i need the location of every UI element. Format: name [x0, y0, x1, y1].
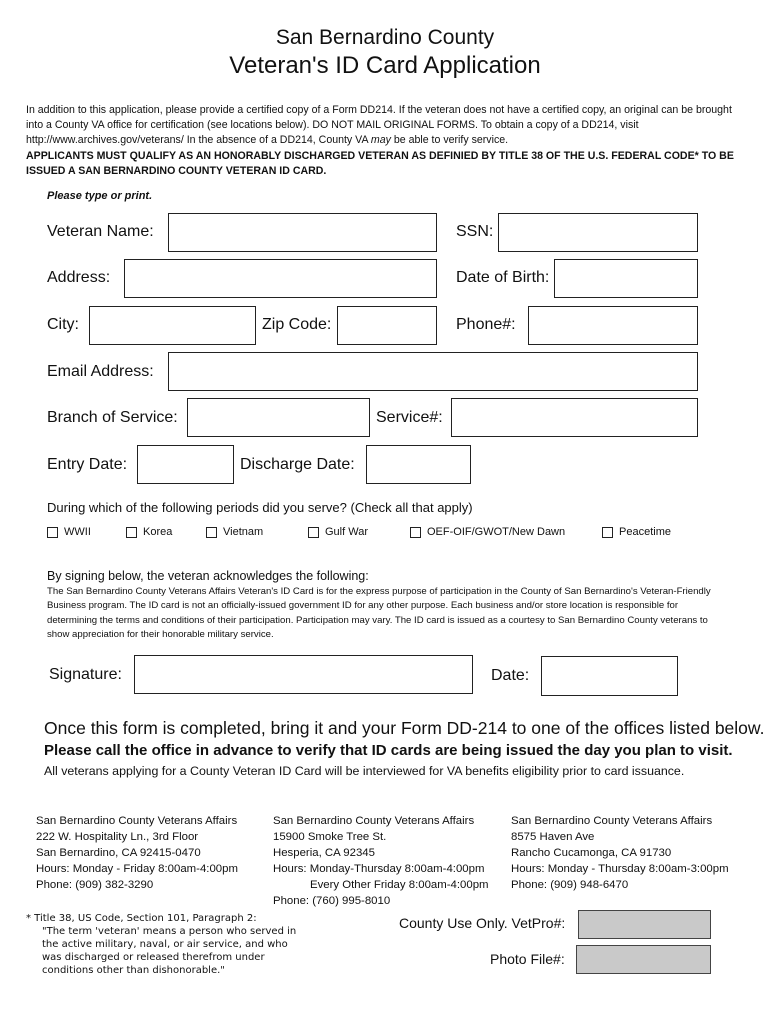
- office-name: San Bernardino County Veterans Affairs: [511, 815, 713, 827]
- period-option-peacetime[interactable]: [602, 526, 671, 538]
- period-label: Korea: [143, 526, 173, 538]
- dob-field[interactable]: [554, 259, 698, 298]
- footnote-line: was discharged or released therefrom under: [42, 952, 265, 963]
- office-phone: Phone: (909) 382-3290: [36, 879, 154, 891]
- signature-date-label: Date:: [491, 667, 530, 684]
- photo-file-label: Photo File#:: [490, 951, 565, 967]
- signature-date-field[interactable]: [541, 656, 678, 696]
- address-label: Address:: [47, 269, 111, 286]
- office-san-bernardino: [36, 813, 238, 893]
- intro-may: may: [370, 134, 391, 147]
- checkbox[interactable]: [410, 527, 421, 538]
- county-title: San Bernardino County: [275, 26, 495, 49]
- branch-field[interactable]: [187, 398, 370, 437]
- checkbox[interactable]: [47, 527, 58, 538]
- branch-label: Branch of Service:: [47, 409, 178, 426]
- closing-call-ahead: Please call the office in advance to verify that ID cards are being issued the day you plan to visit.: [44, 742, 733, 759]
- closing-instruction: Once this form is completed, bring it and your Form DD-214 to one of the offices listed below.: [44, 718, 765, 738]
- period-label: Peacetime: [619, 526, 671, 538]
- footnote-line: conditions other than dishonorable.": [42, 965, 225, 976]
- period-option-oef-oif[interactable]: [410, 526, 565, 538]
- email-label: Email Address:: [47, 363, 154, 380]
- title38-footnote: [26, 912, 296, 977]
- zip-label: Zip Code:: [262, 316, 332, 333]
- footnote-line: * Title 38, US Code, Section 101, Paragraph 2:: [26, 913, 257, 924]
- office-street: 15900 Smoke Tree St.: [273, 831, 387, 843]
- city-label: City:: [47, 316, 79, 333]
- period-option-wwii[interactable]: [47, 526, 91, 538]
- discharge-date-label: Discharge Date:: [240, 456, 355, 473]
- page-title: Veteran's ID Card Application: [229, 52, 541, 79]
- checkbox[interactable]: [206, 527, 217, 538]
- office-phone: Phone: (909) 948-6470: [511, 879, 629, 891]
- office-hours: Hours: Monday - Thursday 8:00am-3:00pm: [511, 863, 729, 875]
- phone-label: Phone#:: [456, 316, 516, 333]
- service-number-label: Service#:: [376, 409, 443, 426]
- email-field[interactable]: [168, 352, 698, 391]
- period-label: OEF-OIF/GWOT/New Dawn: [427, 526, 566, 538]
- office-hesperia: [273, 813, 489, 909]
- office-city: San Bernardino, CA 92415-0470: [36, 847, 201, 859]
- phone-field[interactable]: [528, 306, 698, 345]
- intro-requirement: APPLICANTS MUST QUALIFY AS AN HONORABLY DISCHARGED VETERAN AS DEFINIED BY TITLE 38 OF THE U.S. FEDERAL CODE* TO BE ISSUED A SAN BERNARDINO COUNTY VETERAN ID CARD.: [26, 149, 734, 177]
- signature-field[interactable]: [134, 655, 473, 694]
- address-field[interactable]: [124, 259, 437, 298]
- vetpro-field[interactable]: [578, 910, 711, 939]
- entry-date-field[interactable]: [137, 445, 234, 484]
- city-field[interactable]: [89, 306, 256, 345]
- office-rancho-cucamonga: [511, 813, 729, 893]
- office-name: San Bernardino County Veterans Affairs: [273, 815, 475, 827]
- signature-label: Signature:: [49, 666, 122, 683]
- intro-paragraph: In addition to this application, please provide a certified copy of a Form DD214. If the veteran does not have a certified copy, an original can be brought into a County VA office for certification (see locations below). DO NOT MAIL ORIGINAL FORMS. To obtain a copy of a DD214, visit http://www.archives.gov/veterans/ In the absence of a DD214, County VA: [26, 104, 732, 147]
- intro-text: [26, 103, 751, 179]
- period-label: Vietnam: [223, 526, 264, 538]
- office-city: Hesperia, CA 92345: [273, 847, 375, 859]
- footnote-line: the active military, naval, or air service, and who: [42, 939, 288, 950]
- period-option-korea[interactable]: [126, 526, 172, 538]
- discharge-date-field[interactable]: [366, 445, 471, 484]
- period-label: Gulf War: [325, 526, 368, 538]
- office-name: San Bernardino County Veterans Affairs: [36, 815, 238, 827]
- ssn-field[interactable]: [498, 213, 698, 252]
- periods-question: During which of the following periods did you serve? (Check all that apply): [47, 500, 473, 515]
- office-hours: Hours: Monday - Friday 8:00am-4:00pm: [36, 863, 238, 875]
- checkbox[interactable]: [308, 527, 319, 538]
- service-number-field[interactable]: [451, 398, 698, 437]
- photo-file-field[interactable]: [576, 945, 711, 974]
- period-option-gulf-war[interactable]: [308, 526, 368, 538]
- office-street: 8575 Haven Ave: [511, 831, 595, 843]
- office-hours: Hours: Monday-Thursday 8:00am-4:00pm: [273, 863, 485, 875]
- checkbox[interactable]: [126, 527, 137, 538]
- veteran-name-label: Veteran Name:: [47, 223, 154, 240]
- office-street: 222 W. Hospitality Ln., 3rd Floor: [36, 831, 199, 843]
- footnote-line: "The term 'veteran' means a person who served in: [42, 926, 297, 937]
- checkbox[interactable]: [602, 527, 613, 538]
- ssn-label: SSN:: [456, 223, 494, 240]
- period-option-vietnam[interactable]: [206, 526, 263, 538]
- office-phone: Phone: (760) 995-8010: [273, 895, 391, 907]
- period-label: WWII: [64, 526, 91, 538]
- intro-paragraph-end: be able to verify service.: [390, 134, 509, 147]
- instruction: Please type or print.: [47, 190, 153, 202]
- office-hours-extra: Every Other Friday 8:00am-4:00pm: [310, 879, 489, 891]
- office-city: Rancho Cucamonga, CA 91730: [511, 847, 672, 859]
- ack-heading: By signing below, the veteran acknowledges the following:: [47, 569, 369, 583]
- entry-date-label: Entry Date:: [47, 456, 128, 473]
- zip-field[interactable]: [337, 306, 437, 345]
- veteran-name-field[interactable]: [168, 213, 437, 252]
- vetpro-label: County Use Only. VetPro#:: [399, 915, 566, 931]
- closing-interview-note: All veterans applying for a County Veteran ID Card will be interviewed for VA benefits eligibility prior to card issuance.: [44, 764, 685, 778]
- ack-text: The San Bernardino County Veterans Affairs Veteran's ID Card is for the express purpose of participation in the County of San Bernardino's Veteran-Friendly Business program. The ID card is not an officially-issued government ID for any other purpose. Each business and/or store location is responsible for determining the terms and conditions of their participation. Participation may vary. The ID card is issued as a courtesy to San Bernardino County veterans to show appreciation for their honorable military service.: [47, 586, 711, 640]
- dob-label: Date of Birth:: [456, 269, 550, 286]
